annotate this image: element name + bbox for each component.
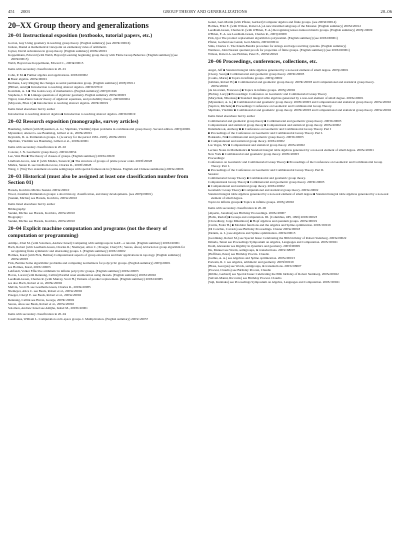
bibliography-entry: Reynolds, D. A. Permutation groups. I. (A survey for the period 1981–1995). 2003k:20001: [8, 135, 127, 140]
left-column: [8, 20, 192, 527]
bibliography-entry: ■ Proceedings of the Conference on Geometric and Combinatorial Group Theory. Part II.: [208, 167, 325, 172]
bibliography-entry: Bach, Robert (with Leedham-Green, Charles R.; Niemeyer, Alice C.; Praeger, Cheryl E.; Seress, Ákos) A black-box group algorithm for recognizing finite symmetric and alternating groups. I. (English summary) 2003c:20002: [8, 244, 185, 253]
bibliography-entry: Lecture Notes in Mathematics ■ Standard integral table algebras generated by a non-real element of small degree. 2003e:20001: [208, 147, 374, 152]
bibliography-entry: Dechene, Lucy Ringing the changes as serial permutation group. (English summary) 2003j:05011: [8, 80, 136, 85]
bibliography-entry: Gorton, Guy Using geometry in teaching group theory. (English summary) (see 2003b:00016): [8, 41, 131, 46]
subsection-heading: Items with secondary classification in 20–04: [8, 311, 67, 316]
bibliography-entry: Tignol, Jean-Pierre Galois' theory of algebraic equations, and probability theory. 2003i:00004: [8, 96, 130, 101]
subsection-heading: Items with secondary classification in 20–06: [208, 206, 267, 211]
section-title: 20–06 Proceedings, conferences, collections, etc.: [208, 59, 318, 66]
bibliography-entry: (Myasnikov, A. G.) ■ Combinatorial and geometric group theory. 2003b:20003 and Computational and statistical group theory. 2003a:20002: [208, 100, 392, 104]
bibliography-entry: ■ Basic algebra. 2003e:00001: [8, 76, 47, 81]
bibliography-entry: Pick, Igor The product replacement algorithm is polynomial. (English summary) (see 2003d:68001): [208, 36, 338, 41]
bibliography-entry: New York ■ Combinatorial and geometric group theory. 2003b:20003: [208, 151, 299, 156]
bibliography-entry: Solomon, Andrew Israel see Amijhe, Isabel M., 2003b:20001: [8, 305, 88, 310]
bibliography-entry: Dalemsbrook, Anthony ■ ■ Conference on Geometric and Combinatorial Group Theory. Part I: [208, 127, 332, 132]
bibliography-entry: Praeger, Cheryl E. see Beals, Robert et al., 2003a:20002: [8, 293, 82, 298]
bibliography-entry: (Mayorek, Ellen J.) ■ Introduction to teaching abstract algebra. 2003b:00019: [8, 100, 109, 105]
subsection-heading: Items listed elsewhere but by author: [8, 106, 56, 111]
bibliography-entry: Biography:: [8, 215, 23, 220]
bibliography-entry: Rønnung, Cellini see Havas, George, 2003b:20002: [8, 297, 75, 302]
bibliography-entry: (Curtis, Fedor B.) ■ Modular functions and the Algebra and Spline optimization. 2003c:00019: [208, 223, 331, 228]
bibliography-entry: Seress, Ákos see Beals, Robert et al., 2003a:20002: [8, 301, 74, 306]
bibliography-entry: Computational and statistical group theory ■ Computational and statistical group theory. 2003a:20002: [208, 123, 341, 128]
bibliography-entry: Coxeter, J. N. Geometric group theory. 2003d:20054: [8, 150, 77, 155]
bibliography-entry: Las Vegas, NV ■ Computational and statistical group theory. 2003a:20002: [208, 143, 305, 148]
bibliography-entry: Lehfandt, Volker Effective arithmetic in infinite polycyclic groups. (English summary) 2003e:20003: [8, 269, 139, 274]
bibliography-entry: Holmes, Fritz E. (with Wilson, Robert A.) A new maximal subgroup of the Monster. (English summary) 2003d:20012: [208, 24, 361, 29]
bibliography-entry: (Alperin, Jonathan) see Birthday Proceedings. 2003e:28007: [208, 211, 286, 216]
bibliography-entry: Myasnikov, Alexei G. see Baumslag, Gilbert et al., 2003k:20001: [8, 131, 93, 136]
bibliography-entry: (Di Conchio, Corrado) see Birthday Proceedings. Cluster 2003e:00018: [208, 227, 301, 232]
bibliography-entry: Sims, Charles C. The Knuth-Bendix procedure for strings and large rewriting systems. (English summary): [208, 44, 347, 49]
bibliography-entry: Hovas, Lorant (with Rønnung, Cellini) Parallel reset enumeration using threads. (English summary) 2003d:20002: [8, 273, 156, 278]
bibliography-entry: see also Bach, Robert et al., 2003k:20002: [8, 281, 63, 286]
bibliography-entry: Suzuki, Michio see Harada, Koichiro, 2003a:20010: [8, 219, 75, 224]
right-column: [208, 20, 392, 527]
bibliography-entry: Wang, J. (Wu) Two statement on some semigroups with special framework in (Chinese. English and Chinese summaries) 2003e:20006: [8, 166, 184, 171]
running-title: GROUP THEORY AND GENERALIZATIONS: [163, 8, 248, 14]
bibliography-entry: Session:: [208, 171, 219, 176]
bibliography-entry: Holmes, Karel (with Fick, Bettina) Computational aspects of group extensions and their applications in topology. (English summary) 2003e:20003: [8, 253, 182, 262]
bibliography-entry: Stephens, I. N. ■ Linkage questions of algebraic geometry. English summary 2003e:00003: [8, 92, 126, 97]
bibliography-entry: Geometric Group Theory ■ Computational and statistical group theory. 2003a:20002: [208, 187, 319, 192]
bibliography-entry: Judson, Daniel A mathematical viewpoint on elementary rules of arithmetic.: [8, 45, 108, 50]
bibliography-entry: Combinatorial and geometric group theory ■ Combinatorial and geometric group theory. 2003b:20003: [208, 119, 342, 124]
bibliography-entry: (Cleary, Sean) ■ Combinatorial and geometric group theory. 2003b:20003: [208, 71, 305, 76]
bibliography-entry: Lee, Wen Bin ■ The theory of classes of groups. (English summary) 2003a:20029: [8, 154, 115, 159]
page-header: [8, 6, 392, 16]
header-rule: [8, 17, 392, 18]
bibliography-entry: (Salvati-Manni, Riccardo) see Birthday Procesi. Claudio: [208, 275, 282, 280]
bibliography-entry: Kostrikin, A. I. ■ The Galois-way of mathematics. (English summary) 2003j:01046: [8, 88, 117, 93]
bibliography-entry: (Hoffman, Peter) see Birthday Procris. Claudio: [208, 251, 270, 256]
bibliography-entry: Cohn, P. M. ■ Further algebra and applications. 2003d:00002: [8, 72, 88, 77]
bibliography-entry: (Suzuki, Michio) see Harada, Koichiro, 2003a:20010: [8, 196, 78, 201]
bibliography-entry: Casalvinas, William L. Computation on K-space groups. I. Multiplication. (English summary) 2003c:20057: [8, 316, 149, 321]
page-number-year: [8, 9, 30, 14]
subsection-heading: Items with secondary classification in 20–01: [8, 67, 67, 72]
bibliography-entry: Hokkaido, Ni ■ Combinatorial and geometric group theory. 2003b:20003: [208, 135, 304, 140]
bibliography-entry: Angel, Jeff ■ Standard integral table algebras generated by a non-real element of small degree. 2003j:20001: [208, 67, 349, 72]
bibliography-entry: Baumslag, Gilbert (with Myasnikov, A. G.; Shpilrain, Vladimir) Open problems in combinatorial group theory. Second edition. 2003j:20001: [8, 127, 191, 132]
bibliography-entry: Portesin, R. J. see Algebra, arithmetic and geometry. 2003f:00019: [208, 259, 294, 264]
year: 2003: [20, 8, 30, 14]
bibliography-entry: Wetmore, John Nearest quotient proofs for properties of finite groups. (English summary) (see 2003d:00001): [208, 48, 350, 53]
bibliography-entry: Webb, Bayard see Koppelmann, Edward C., 2003k:00015: [8, 61, 84, 66]
bibliography-entry: Mishra, Sunan R. see Lindbom-Grove, Charles R., 2003f:20028: [8, 162, 92, 167]
bibliography-entry: Ammje, Jchel M. (with Solomon, Andrew Israel) Computing with semigroups in GAP—a tutorial. (English summary) 2003d:20001: [8, 240, 180, 245]
bibliography-entry: Koppelmann, Edward (with Webb, Bayard) Learning beginning group theory with Finite Group Behavior. (English summary) (see 2003i:00015): [8, 53, 178, 62]
bibliography-entry: Leedham-Green, Charles R. (with Murray, Scott H.) Variants of product replacement. (English summary) 2003d:20085: [8, 277, 163, 282]
bibliography-entry: (Procesi, Claudio) see Birthday Procesi, Claudio: [208, 267, 272, 272]
bibliography-entry: (Blass, Georgus) see Words, semigroups, & transductions. 2003c:68007: [208, 263, 302, 268]
bibliography-entry: Proceedings:: [208, 155, 225, 160]
bibliography-entry: Fick, Bettina Some algorithmic problems and computing normalizers for polycyclic groups. (English summary) 2003j:20001: [8, 261, 171, 266]
chapter-title: 20–XX Group theory and generalizations: [8, 21, 149, 30]
section-title: 20–03 Historical (must also be assigned at least one classification number from Section 01): [8, 173, 189, 186]
bibliography-entry: Standard integral table algebras generated by a non-real element of small degree ■ Standard integral table algebras generated by a non-real element of small degree.: [208, 192, 389, 201]
bibliography-entry: (Gallus, A. A.) see Algebras and Spline optimization. 2003a:00013: [208, 255, 295, 260]
bibliography-entry: Harada, Koichiro Michio Suzuki. 2003a:20010: [8, 188, 70, 193]
bibliography-entry: Wood, Jonathan Permutation groups: a short history, classification, and many developments. (see 2003j:00001): [8, 192, 153, 197]
bibliography-entry: (Gordinsky, Robert M.) see Special Issue: Celebrating the 80th birthday of Robert Steinberg. 2003e:00022: [208, 235, 347, 240]
bibliography-entry: (Ribble, Gerhard) see Special Issue: Celebrating the 80th birthday of Robert Steinberg. 2003e:00022: [208, 271, 339, 276]
bibliography-entry: ■ Computational and statistical group theory. 2003a:20002: [208, 139, 285, 144]
bibliography-entry: Joyner, David Adventures in group theory. (English summary) 2003k:20001: [8, 49, 107, 54]
bibliography-entry: Computational Group Theory ■ Combinatorial and geometric group theory. 2003b:20003: [208, 179, 325, 184]
bibliography-entry: Topics in infinite groups ■ Topics in infinite groups. 2003g:20002: [208, 200, 294, 205]
bibliography-entry: Dmuda, Tetusi see Proceedings Symposium on Algebra, Languages and Computation. 2003c:00021: [208, 239, 338, 244]
bibliography-entry: Pfister, Gerhard see Genul, Gert-Martin, 2003d:00014: [208, 40, 279, 45]
bibliography-entry: Shpilrain, Vladimir see Baumslag, Gilbert et al., 2003k:20001: [8, 139, 89, 144]
bibliography-entry: ■ Proceedings of the Conference on Geometric and Combinatorial Group Theory. Part I.: [208, 131, 324, 136]
bibliography-entry: (Suji, Kunitaka) see Proceedings Symposium on Algebra, Languages and Computation. 2003c:00021: [208, 280, 340, 285]
bibliography-entry: Dodd, Alexander see Rigidity in dynamics and geometry. 2003f:00009: [208, 243, 300, 248]
bibliography-entry: (de Giovanni, Francesco) ■ Topics in infinite groups. 2003g:20002: [208, 87, 296, 92]
bibliography-entry: Introduction to teaching abstract algebra ■ Introduction to teaching abstract algebra. 2003b:00019: [8, 111, 136, 116]
bibliography-entry: Bibliography:: [8, 207, 27, 212]
bibliography-entry: (Coutis, Mario) ■ Topics in infinite groups. 2003g:20002: [208, 75, 283, 80]
bibliography-entry: (Dennis, A. L.) see Algebras and Spline optimization. 2003a:00013: [208, 231, 296, 236]
bibliography-entry: Wilson, Robert A. see Holmes, Peter E., 2003d:20022: [208, 52, 279, 57]
bibliography-entry: Conference on Geometric and Combinatorial Group Theory ■ Proceedings of the Conference on Geometric and Combinatorial Group Theory. Part I.: [208, 159, 383, 168]
bibliography-entry: Du, Manuel see Words, semigroups, & transductions. 2003c:68007: [208, 247, 296, 252]
bibliography-entry: (Chowdhury, Jorge Mikulincer) ■ Hopf algebras and quantum groups. 2003e:00019: [208, 219, 318, 224]
bibliography-entry: Genul, Gert-Martin (with Pfister, Gerhard) Computer algebra and finite groups. (see 2003d:00014): [208, 20, 337, 24]
bibliography-entry: (Sapirov, Michele) ■ Proceedings: Conference on Geometric and Combinatorial Group Theory.: [208, 104, 333, 109]
bibliography-entry: (Hobley, Lucy) ■ Proceedings: Conference on Geometric and Combinatorial Group Theory: [208, 91, 327, 96]
section-title: 20–04 Explicit machine computation and programs (not the theory of computation or programming): [8, 226, 168, 239]
bibliography-entry: (Gilman, Robert H.) ■ Combinatorial and geometric group theory. 2003b:20003 and Computational and statistical group theory. 2003a:20002: [208, 79, 375, 88]
bibliography-entry: Suzuki, Michio see Harada, Koichiro, 2003a:20010: [8, 211, 75, 216]
bibliography-entry: Niemeyer, Alice C. see Beals, Robert et al., 2003a:20002: [8, 289, 83, 294]
bibliography-entry: ■ Computational and statistical group theory. 2003a:20002: [208, 183, 285, 188]
bibliography-entry: see Holmes, Karel, 2003c:20003: [8, 265, 51, 270]
section-title: 20–02 Research exposition (monographs, survey articles): [8, 119, 139, 125]
section-code: 20–06: [380, 8, 392, 14]
section-title: 20–01 Instructional exposition (textbooks, tutorial papers, etc.): [8, 33, 153, 39]
subsection-heading: Items listed elsewhere but by author: [8, 202, 56, 207]
bibliography-entry: Leedham-Green, Charles R. (with O'Brien, E. A.) Recognising tensor-induced matrix groups. (English summary) 2003j:20009: [208, 28, 373, 33]
subsection-heading: Items listed elsewhere but by author: [208, 114, 256, 119]
bibliography-entry: O'Brien, E. A. see Leedham-Green, Charles R., 2003j:20009: [208, 32, 287, 37]
bibliography-entry: (Marychuk, Nikolaus) ■ Standard integral table algebras generated by a non-real element of small degree. 2003e:20001: [208, 95, 364, 100]
subsection-heading: Items with secondary classification in 20–02: [8, 145, 67, 150]
bibliography-entry: Melvin, Scott H. see Leedham-Green, Charles R., 2003k:20085: [8, 285, 91, 290]
bibliography-entry: Shpilrain, Vladimir ■ Combinatorial and geometric group theory. 2003b:20003 and Computational and statistical group theory. 2003a:20002: [208, 108, 392, 113]
page-number: 451: [8, 8, 15, 14]
bibliography-entry: Combinatorial Group Theory ■ Combinatorial and geometric group theory.: [208, 175, 306, 180]
bibliography-entry: [Hilbert, Arnd] ■ Introduction to teaching abstract algebra. 2003b:97010: [8, 84, 103, 89]
bibliography-entry: (Balla, Rudolf) ■ Groups and computation. III. (Columbus, OH, 1999) 2003i:00023: [208, 215, 318, 220]
bibliography-entry: Lindbom-Grove, Ann P. (with Mishra, Sunan R.) ■ The structure of groups of prime power order. 2003f:20028: [8, 158, 153, 163]
